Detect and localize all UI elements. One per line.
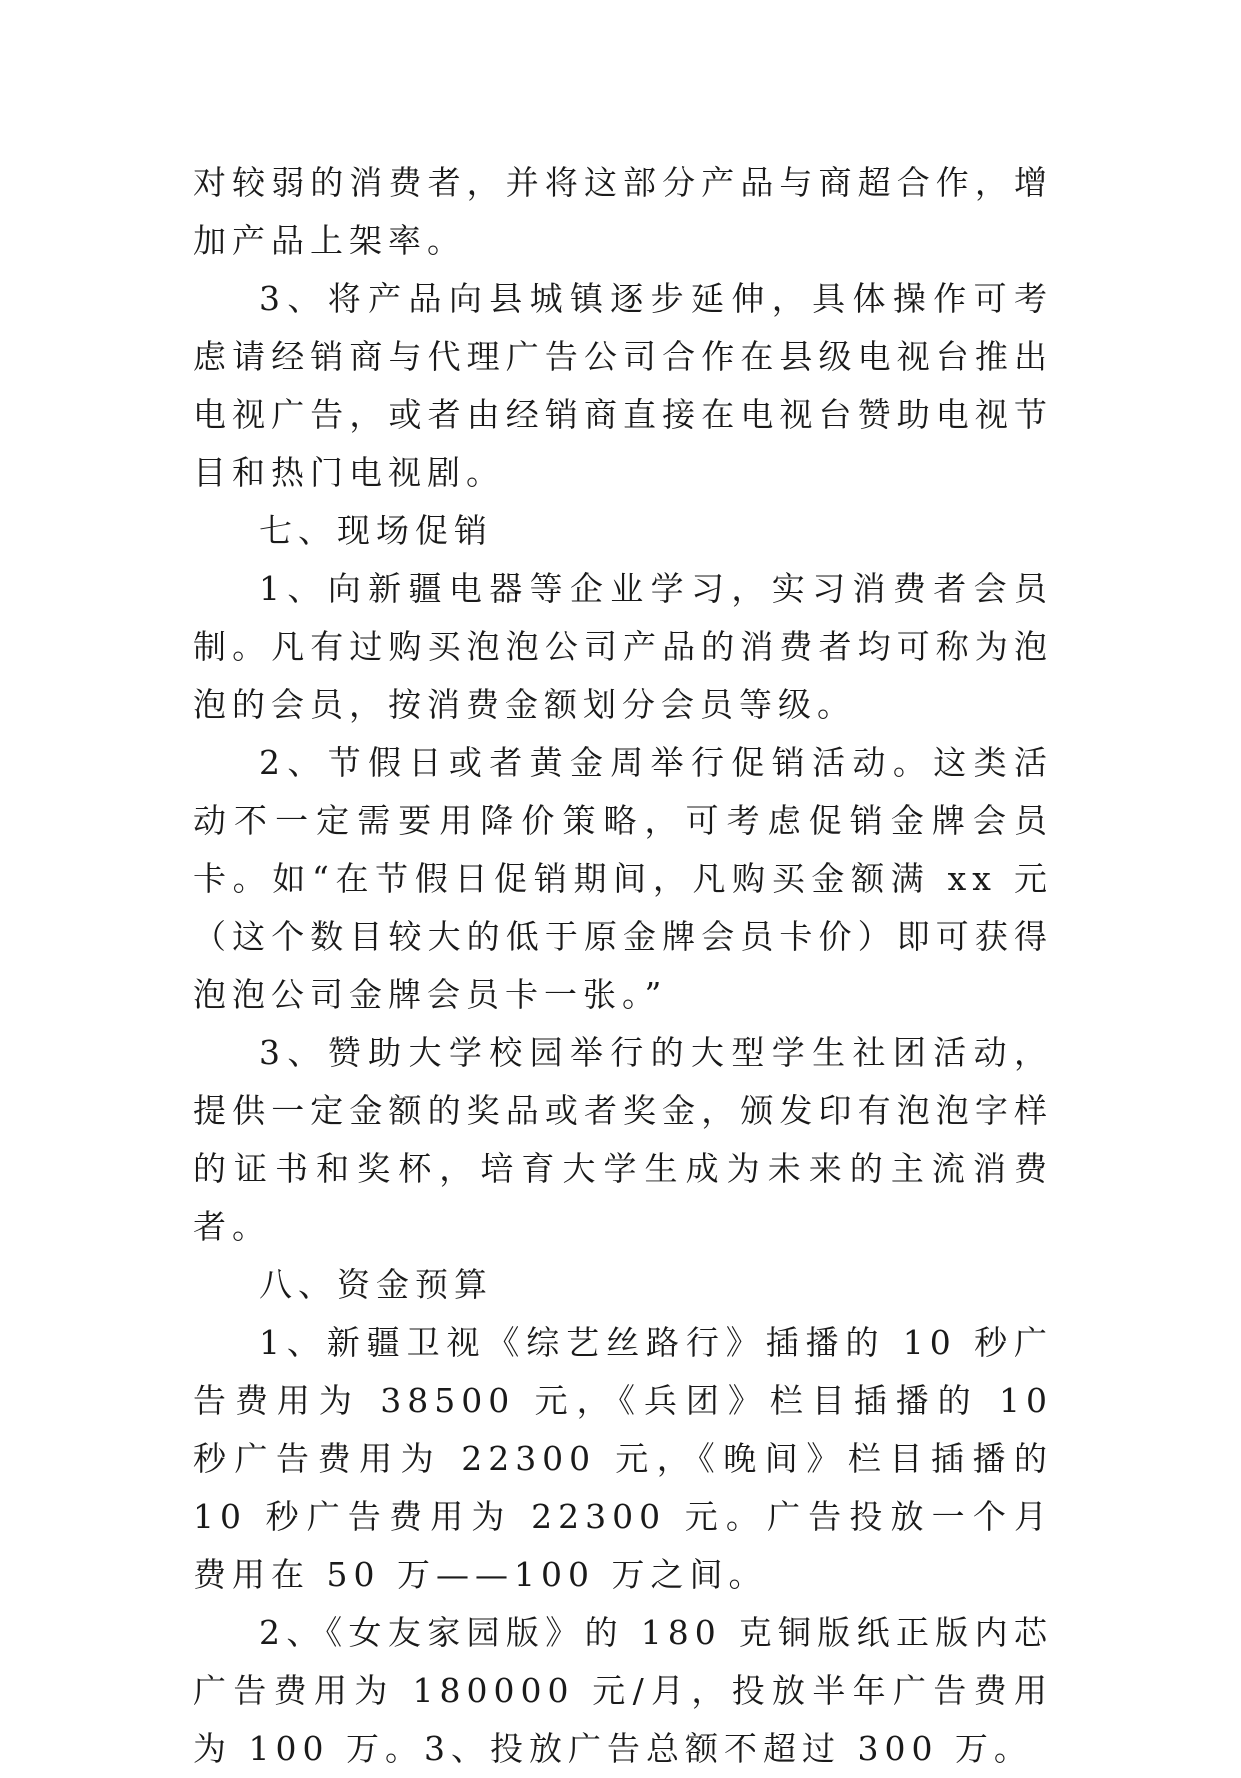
paragraph-item-3-campus-sponsorship: 3、赞助大学校园举行的大型学生社团活动，提供一定金额的奖品或者奖金，颁发印有泡泡字样的证书和奖杯，培育大学生成为未来的主流消费者。 [193,1033,1053,1246]
paragraph-item-3-county-expansion: 3、将产品向县城镇逐步延伸，具体操作可考虑请经销商与代理广告公司合作在县级电视台推出电视广告，或者由经销商直接在电视台赞助电视节目和热门电视剧。 [193,279,1053,492]
paragraph-item-2-magazine-ad-costs: 2、《女友家园版》的 180 克铜版纸正版内芯广告费用为 180000 元/月，投放半年广告费用为 100 万。3、投放广告总额不超过 300 万。 [193,1613,1053,1768]
section-heading-budget: 八、资金预算 [259,1265,493,1304]
paragraph-item-2-holiday-promotion: 2、节假日或者黄金周举行促销活动。这类活动不一定需要用降价策略，可考虑促销金牌会员卡。如“在节假日促销期间，凡购买金额满 xx 元（这个数目较大的低于原金牌会员卡价）即可获得泡泡公司金牌会员卡一张。” [193,743,1053,1014]
paragraph-item-1-tv-ad-costs: 1、新疆卫视《综艺丝路行》插播的 10 秒广告费用为 38500 元，《兵团》栏目插播的 10 秒广告费用为 22300 元，《晚间》栏目插播的 10 秒广告费用为 22300 元。广告投放一个月费用在 50 万——100 万之间。 [193,1323,1053,1594]
section-heading-onsite-promotion: 七、现场促销 [259,511,493,550]
paragraph-item-1-membership: 1、向新疆电器等企业学习，实习消费者会员制。凡有过购买泡泡公司产品的消费者均可称为泡泡的会员，按消费金额划分会员等级。 [193,569,1053,724]
paragraph-continuation: 对较弱的消费者，并将这部分产品与商超合作，增加产品上架率。 [193,163,1053,260]
document-body [193,154,1053,1778]
